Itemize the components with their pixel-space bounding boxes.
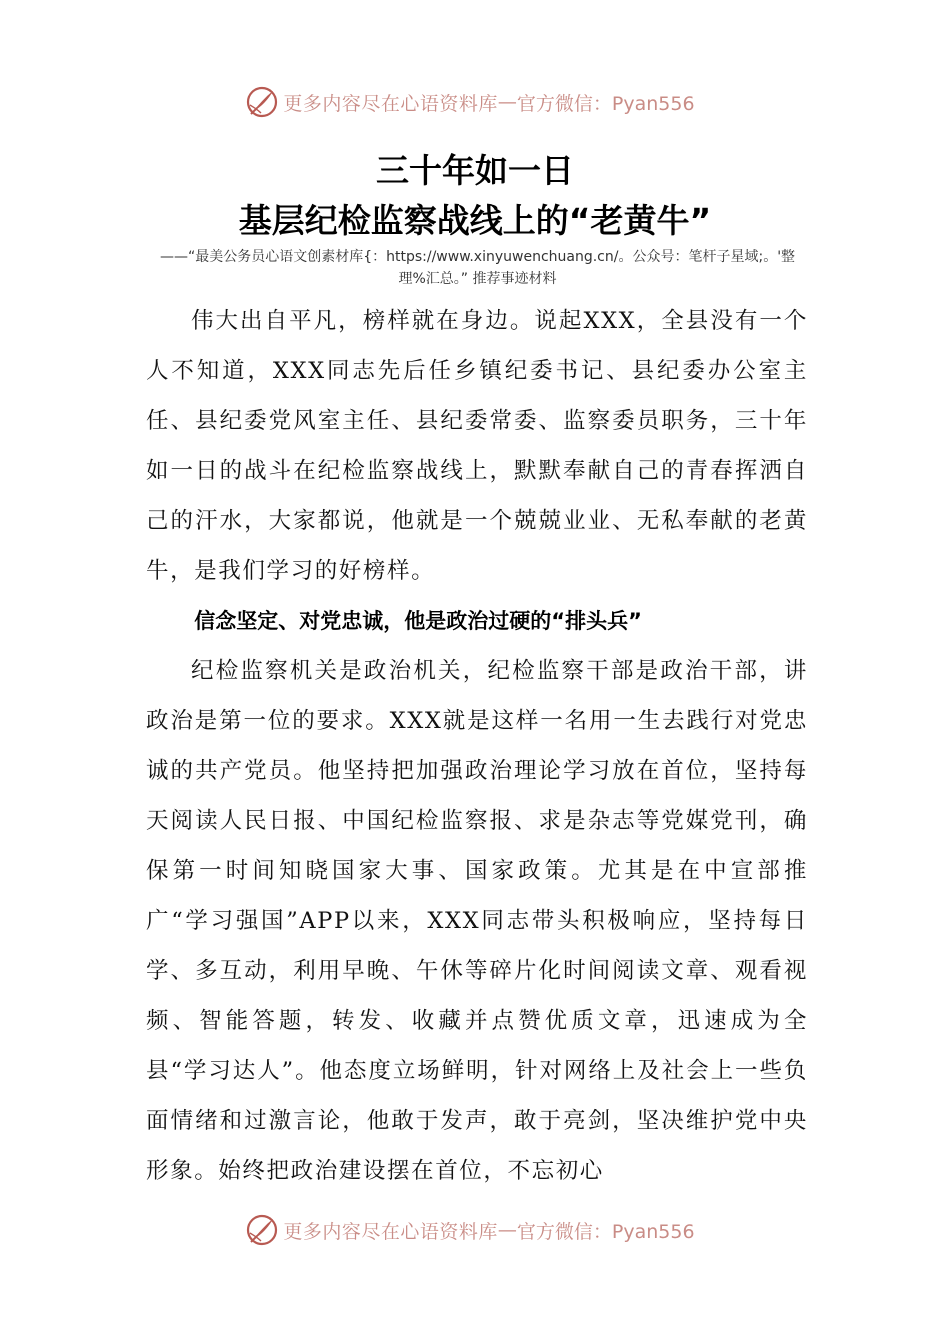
quill-pen-logo-icon — [245, 1213, 279, 1247]
banner-separator: — — [497, 91, 517, 113]
section-paragraph: 纪检监察机关是政治机关，纪检监察干部是政治干部，讲政治是第一位的要求。XXX就是这样一名用一生去践行对党忠诚的共产党员。他坚持把加强政治理论学习放在首位，坚持每天阅读人民日报、中国纪检监察报、求是杂志等党媒党刊，确保第一时间知晓国家大事、国家政策。尤其是在中宣部推广“学习强国”APP以来，XXX同志带头积极响应，坚持每日学、多互动，利用早晚、午休等碎片化时间阅读文章、观看视频、智能答题，转发、收藏并点赞优质文章，迅速成为全县“学习达人”。他态度立场鲜明，针对网络上及社会上一些负面情绪和过激言论，他敢于发声，敢于亮剑，坚决维护党中央形象。始终把政治建设摆在首位，不忘初心 — [146, 658, 808, 1184]
banner-wechat: 官方微信：Pyan556 — [516, 92, 695, 115]
banner-text: 更多内容尽在心语资料库 — [283, 92, 498, 115]
section-heading: 信念坚定、对党忠诚，他是政治过硬的“排头兵” — [194, 609, 642, 633]
document-title-line1: 三十年如一日 — [376, 151, 574, 190]
header-banner — [0, 82, 950, 122]
banner-separator: — — [497, 1219, 517, 1241]
body-paragraph: 伟大出自平凡，榜样就在身边。说起XXX，全县没有一个人不知道，XXX同志先后任乡镇纪委书记、县纪委办公室主任、县纪委党风室主任、县纪委常委、监察委员职务，三十年如一日的战斗在纪检监察战线上，默默奉献自己的青春挥洒自己的汗水，大家都说，他就是一个兢兢业业、无私奉献的老黄牛，是我们学习的好榜样。 — [146, 308, 808, 584]
document-title-line2: 基层纪检监察战线上的“老黄牛” — [238, 201, 712, 240]
footer-banner — [0, 1210, 950, 1250]
banner-wechat: 官方微信：Pyan556 — [516, 1220, 695, 1243]
banner-text: 更多内容尽在心语资料库 — [283, 1220, 498, 1243]
document-body — [146, 296, 808, 1196]
quill-pen-logo-icon — [245, 85, 279, 119]
source-note: ——“最美公务员心语文创素材库{：https://www.xinyuwenchuang.cn/。公众号：笔杆子星域;。'整理%汇总。” 推荐事迹材料 — [159, 249, 796, 287]
